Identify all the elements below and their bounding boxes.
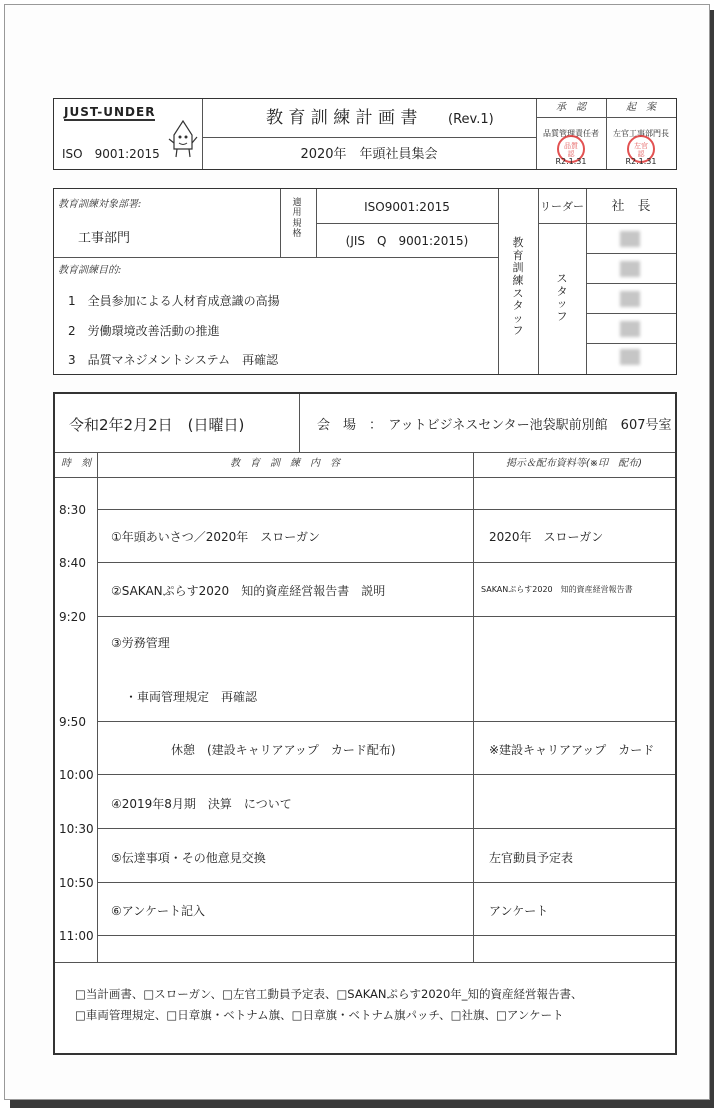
approver-role: 品質管理責任者: [543, 129, 599, 138]
redacted-name: [620, 349, 640, 365]
schedule-item: ①年頭あいさつ／2020年 スローガン: [111, 530, 321, 544]
schedule-table: [53, 392, 677, 1055]
doc-revision: (Rev.1): [448, 112, 494, 127]
standard-value-jis: (JIS Q 9001:2015): [345, 234, 469, 248]
schedule-material: アンケート: [489, 904, 549, 918]
draft-label: 起 案: [626, 102, 656, 113]
schedule-material: ※建設キャリアアップ カード: [489, 743, 655, 757]
dept-label: 教育訓練対象部署:: [58, 199, 142, 210]
schedule-item: ⑥アンケート記入: [111, 904, 206, 918]
standard-label: 適用規格: [292, 198, 302, 240]
drafter-role: 左官工事部門長: [613, 129, 669, 138]
purpose-item: 1 全員参加による人材育成意識の高揚: [68, 294, 280, 308]
redacted-name: [620, 321, 640, 337]
redacted-name: [620, 231, 640, 247]
col-material: 掲示＆配布資料等(※印 配布): [505, 458, 643, 469]
leader-value: 社 長: [611, 199, 651, 214]
col-time: 時 刻: [61, 458, 91, 469]
mascot-icon: [168, 115, 198, 163]
schedule-subitem: ・車両管理規定 再確認: [125, 690, 258, 704]
schedule-material: 2020年 スローガン: [489, 530, 604, 544]
standard-value: ISO9001:2015: [364, 200, 450, 214]
schedule-item: ④2019年8月期 決算 について: [111, 797, 292, 811]
schedule-material: 左官動員予定表: [489, 851, 574, 865]
col-content: 教 育 訓 練 内 容: [230, 458, 340, 469]
event-venue: 会 場 ： アットビジネスセンター池袋駅前別館 607号室: [317, 418, 672, 433]
time-slot: 10:00: [59, 768, 94, 782]
iso-label: ISO 9001:2015: [62, 147, 160, 161]
brand-logo-text: JUST-UNDER: [64, 105, 155, 121]
time-slot: 10:50: [59, 876, 94, 890]
time-slot: 10:30: [59, 822, 94, 836]
time-slot: 8:30: [59, 503, 86, 517]
doc-subtitle: 2020年 年頭社員集会: [300, 147, 438, 162]
materials-checklist-line: □当計画書、□スローガン、□左官工動員予定表、□SAKANぷらす2020年_知的資産経営報告書、: [75, 987, 583, 1001]
event-date: 令和2年2月2日 (日曜日): [69, 416, 245, 434]
time-slot: 9:50: [59, 715, 86, 729]
document-page: [4, 4, 710, 1100]
header-table: [53, 98, 677, 170]
target-table: [53, 188, 677, 375]
schedule-material: SAKANぷらす2020 知的資産経営報告書: [481, 585, 633, 594]
schedule-item: ②SAKANぷらす2020 知的資産経営報告書 説明: [111, 584, 386, 598]
purpose-item: 2 労働環境改善活動の推進: [68, 324, 220, 338]
draft-date: R2.1.31: [625, 157, 657, 166]
training-staff-label: 教育訓練スタッフ: [512, 236, 524, 338]
draft-stamp: 左官 認: [627, 135, 655, 163]
time-slot: 9:20: [59, 610, 86, 624]
schedule-item: ③労務管理: [111, 636, 170, 650]
redacted-name: [620, 291, 640, 307]
time-slot: 8:40: [59, 556, 86, 570]
schedule-item: ⑤伝達事項・その他意見交換: [111, 851, 266, 865]
dept-value: 工事部門: [78, 231, 131, 246]
doc-title: 教 育 訓 練 計 画 書: [266, 108, 418, 128]
approve-date: R2.1.31: [555, 157, 587, 166]
redacted-name: [620, 261, 640, 277]
purpose-item: 3 品質マネジメントシステム 再確認: [68, 353, 279, 367]
approval-label: 承 認: [556, 102, 586, 113]
time-slot: 11:00: [59, 929, 94, 943]
staff-sub-label: スタッフ: [556, 272, 568, 323]
leader-label: リーダー: [540, 200, 584, 213]
schedule-item: 休憩 (建設キャリアアップ カード配布): [171, 743, 396, 757]
purpose-label: 教育訓練目的:: [58, 265, 122, 276]
approval-stamp: 品質 認: [557, 135, 585, 163]
materials-checklist-line: □車両管理規定、□日章旗・ベトナム旗、□日章旗・ベトナム旗パッチ、□社旗、□アンケート: [75, 1008, 564, 1022]
